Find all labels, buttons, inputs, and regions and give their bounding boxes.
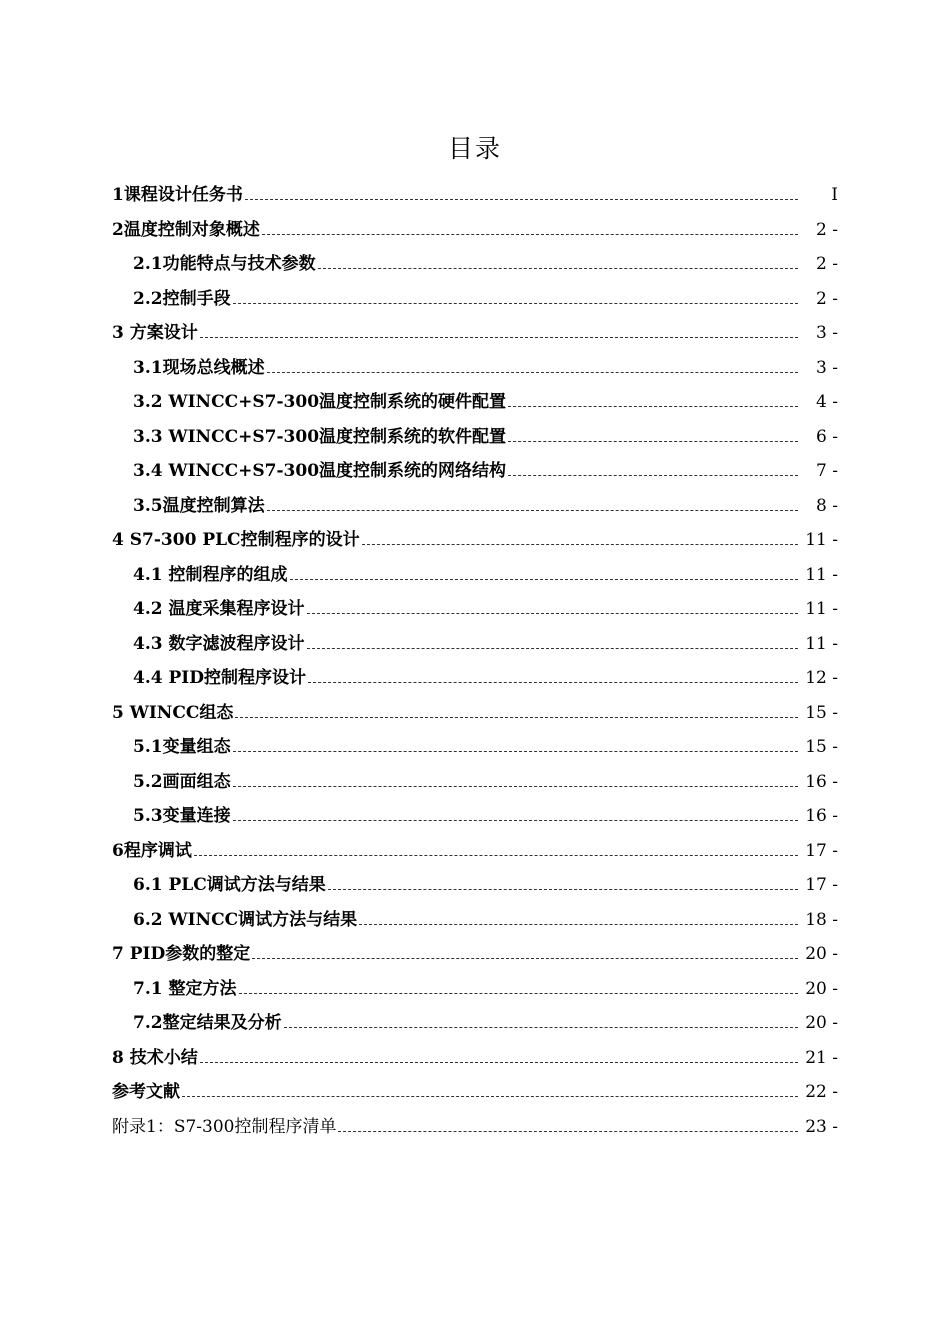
toc-page-number: 16 -: [805, 806, 838, 826]
toc-page-number: 3 -: [816, 323, 838, 343]
toc-entry-label: 3.4 WINCC+S7-300温度控制系统的网络结构: [133, 461, 507, 481]
toc-page-number: 2 -: [816, 288, 838, 309]
toc-page-number: 2 -: [816, 219, 838, 240]
toc-entry[interactable]: [112, 1075, 838, 1110]
toc-list: [112, 178, 838, 1144]
toc-entry[interactable]: [112, 937, 838, 972]
toc-leader-line: [200, 336, 798, 338]
toc-leader-line: [307, 647, 799, 649]
toc-page-number: 8 -: [816, 495, 838, 516]
toc-page-number: 15 -: [805, 702, 838, 723]
toc-entry-label: 8 技术小结: [112, 1047, 198, 1068]
toc-entry-label: 7 PID参数的整定: [112, 944, 251, 964]
toc-entry-label: 参考文献: [112, 1082, 180, 1102]
toc-page-number: 20 -: [805, 944, 838, 964]
toc-entry[interactable]: [112, 454, 838, 489]
toc-entry[interactable]: [112, 627, 838, 662]
toc-page-number: 11 -: [805, 599, 838, 619]
toc-page-number: 11 -: [805, 564, 838, 585]
toc-entry[interactable]: [112, 558, 838, 593]
toc-entry[interactable]: [112, 282, 838, 317]
toc-entry-label: 4.3 数字滤波程序设计: [133, 633, 305, 654]
toc-leader-line: [307, 612, 799, 614]
toc-leader-line: [245, 198, 798, 200]
toc-entry[interactable]: [112, 696, 838, 731]
toc-page-number: 22 -: [805, 1082, 838, 1102]
toc-entry[interactable]: [112, 523, 838, 558]
toc-page-number: 21 -: [805, 1047, 838, 1068]
toc-leader-line: [362, 543, 798, 545]
toc-leader-line: [233, 302, 798, 304]
toc-leader-line: [233, 785, 798, 787]
toc-leader-line: [200, 1061, 798, 1063]
toc-page-number: 15 -: [805, 737, 838, 757]
toc-entry[interactable]: [112, 765, 838, 800]
toc-page-number: 4 -: [816, 392, 838, 412]
toc-leader-line: [328, 888, 798, 890]
toc-entry-label: 7.2整定结果及分析: [133, 1013, 282, 1033]
toc-entry-label: 6.1 PLC调试方法与结果: [133, 875, 326, 895]
toc-entry[interactable]: [112, 1006, 838, 1041]
toc-entry[interactable]: [112, 351, 838, 386]
toc-entry-label: 5 WINCC组态: [112, 702, 234, 723]
toc-leader-line: [308, 681, 798, 683]
toc-page-number: 20 -: [805, 978, 838, 999]
toc-entry-label: 5.1变量组态: [133, 737, 231, 757]
toc-leader-line: [508, 474, 798, 476]
toc-leader-line: [318, 267, 798, 269]
toc-page-number: 12 -: [805, 668, 838, 688]
toc-leader-line: [508, 405, 798, 407]
toc-entry-label: 6程序调试: [112, 840, 192, 861]
toc-page-number: I: [831, 185, 838, 205]
toc-entry[interactable]: [112, 972, 838, 1007]
toc-entry[interactable]: [112, 661, 838, 696]
toc-page-number: 3 -: [816, 357, 838, 378]
toc-page-number: 7 -: [816, 461, 838, 481]
toc-leader-line: [267, 371, 798, 373]
toc-entry-label: 3.5温度控制算法: [133, 495, 265, 516]
toc-entry-label: 2.2控制手段: [133, 288, 231, 309]
toc-leader-line: [194, 854, 798, 856]
toc-entry-label: 7.1 整定方法: [133, 978, 237, 999]
toc-entry[interactable]: [112, 213, 838, 248]
toc-leader-line: [508, 440, 798, 442]
toc-entry-label: 2.1功能特点与技术参数: [133, 254, 316, 274]
toc-entry-label: 3.2 WINCC+S7-300温度控制系统的硬件配置: [133, 392, 507, 412]
toc-leader-line: [182, 1095, 798, 1097]
toc-page-number: 16 -: [805, 771, 838, 792]
toc-entry-label: 3.1现场总线概述: [133, 357, 265, 378]
toc-entry[interactable]: [112, 1110, 838, 1145]
toc-entry[interactable]: [112, 316, 838, 351]
toc-page-number: 18 -: [805, 909, 838, 930]
toc-page-number: 6 -: [816, 426, 838, 447]
toc-entry-label: 4.4 PID控制程序设计: [133, 668, 306, 688]
toc-entry-label: 3 方案设计: [112, 323, 198, 343]
toc-leader-line: [233, 750, 798, 752]
toc-page-number: 11 -: [805, 530, 838, 550]
toc-entry-label: 1课程设计任务书: [112, 185, 243, 205]
toc-leader-line: [267, 509, 798, 511]
toc-entry[interactable]: [112, 247, 838, 282]
toc-leader-line: [233, 819, 798, 821]
toc-entry[interactable]: [112, 489, 838, 524]
toc-page-number: 2 -: [816, 254, 838, 274]
toc-entry[interactable]: [112, 592, 838, 627]
toc-leader-line: [284, 1026, 798, 1028]
toc-page-number: 11 -: [805, 633, 838, 654]
toc-entry-label: 3.3 WINCC+S7-300温度控制系统的软件配置: [133, 426, 507, 447]
toc-entry[interactable]: [112, 799, 838, 834]
toc-title: 目录: [447, 134, 502, 163]
toc-page-number: 17 -: [805, 840, 838, 861]
toc-entry[interactable]: [112, 903, 838, 938]
toc-leader-line: [359, 923, 798, 925]
toc-entry-label: 附录1：S7-300控制程序清单: [112, 1116, 337, 1137]
toc-entry[interactable]: [112, 1041, 838, 1076]
toc-entry-label: 6.2 WINCC调试方法与结果: [133, 909, 358, 930]
toc-entry[interactable]: [112, 178, 838, 213]
toc-page-number: 17 -: [805, 875, 838, 895]
toc-leader-line: [262, 233, 798, 235]
toc-leader-line: [235, 716, 798, 718]
toc-leader-line: [252, 957, 798, 959]
toc-leader-line: [338, 1130, 798, 1132]
toc-entry[interactable]: [112, 730, 838, 765]
toc-entry-label: 2温度控制对象概述: [112, 219, 260, 240]
toc-entry-label: 4 S7-300 PLC控制程序的设计: [112, 530, 360, 550]
toc-leader-line: [239, 992, 799, 994]
toc-entry-label: 5.2画面组态: [133, 771, 231, 792]
toc-entry-label: 4.2 温度采集程序设计: [133, 599, 305, 619]
toc-entry-label: 5.3变量连接: [133, 806, 231, 826]
toc-page-number: 23 -: [805, 1116, 838, 1137]
toc-entry-label: 4.1 控制程序的组成: [133, 564, 288, 585]
toc-leader-line: [290, 578, 799, 580]
toc-entry[interactable]: [112, 834, 838, 869]
toc-entry[interactable]: [112, 385, 838, 420]
toc-entry[interactable]: [112, 868, 838, 903]
toc-page-number: 20 -: [805, 1013, 838, 1033]
toc-entry[interactable]: [112, 420, 838, 455]
